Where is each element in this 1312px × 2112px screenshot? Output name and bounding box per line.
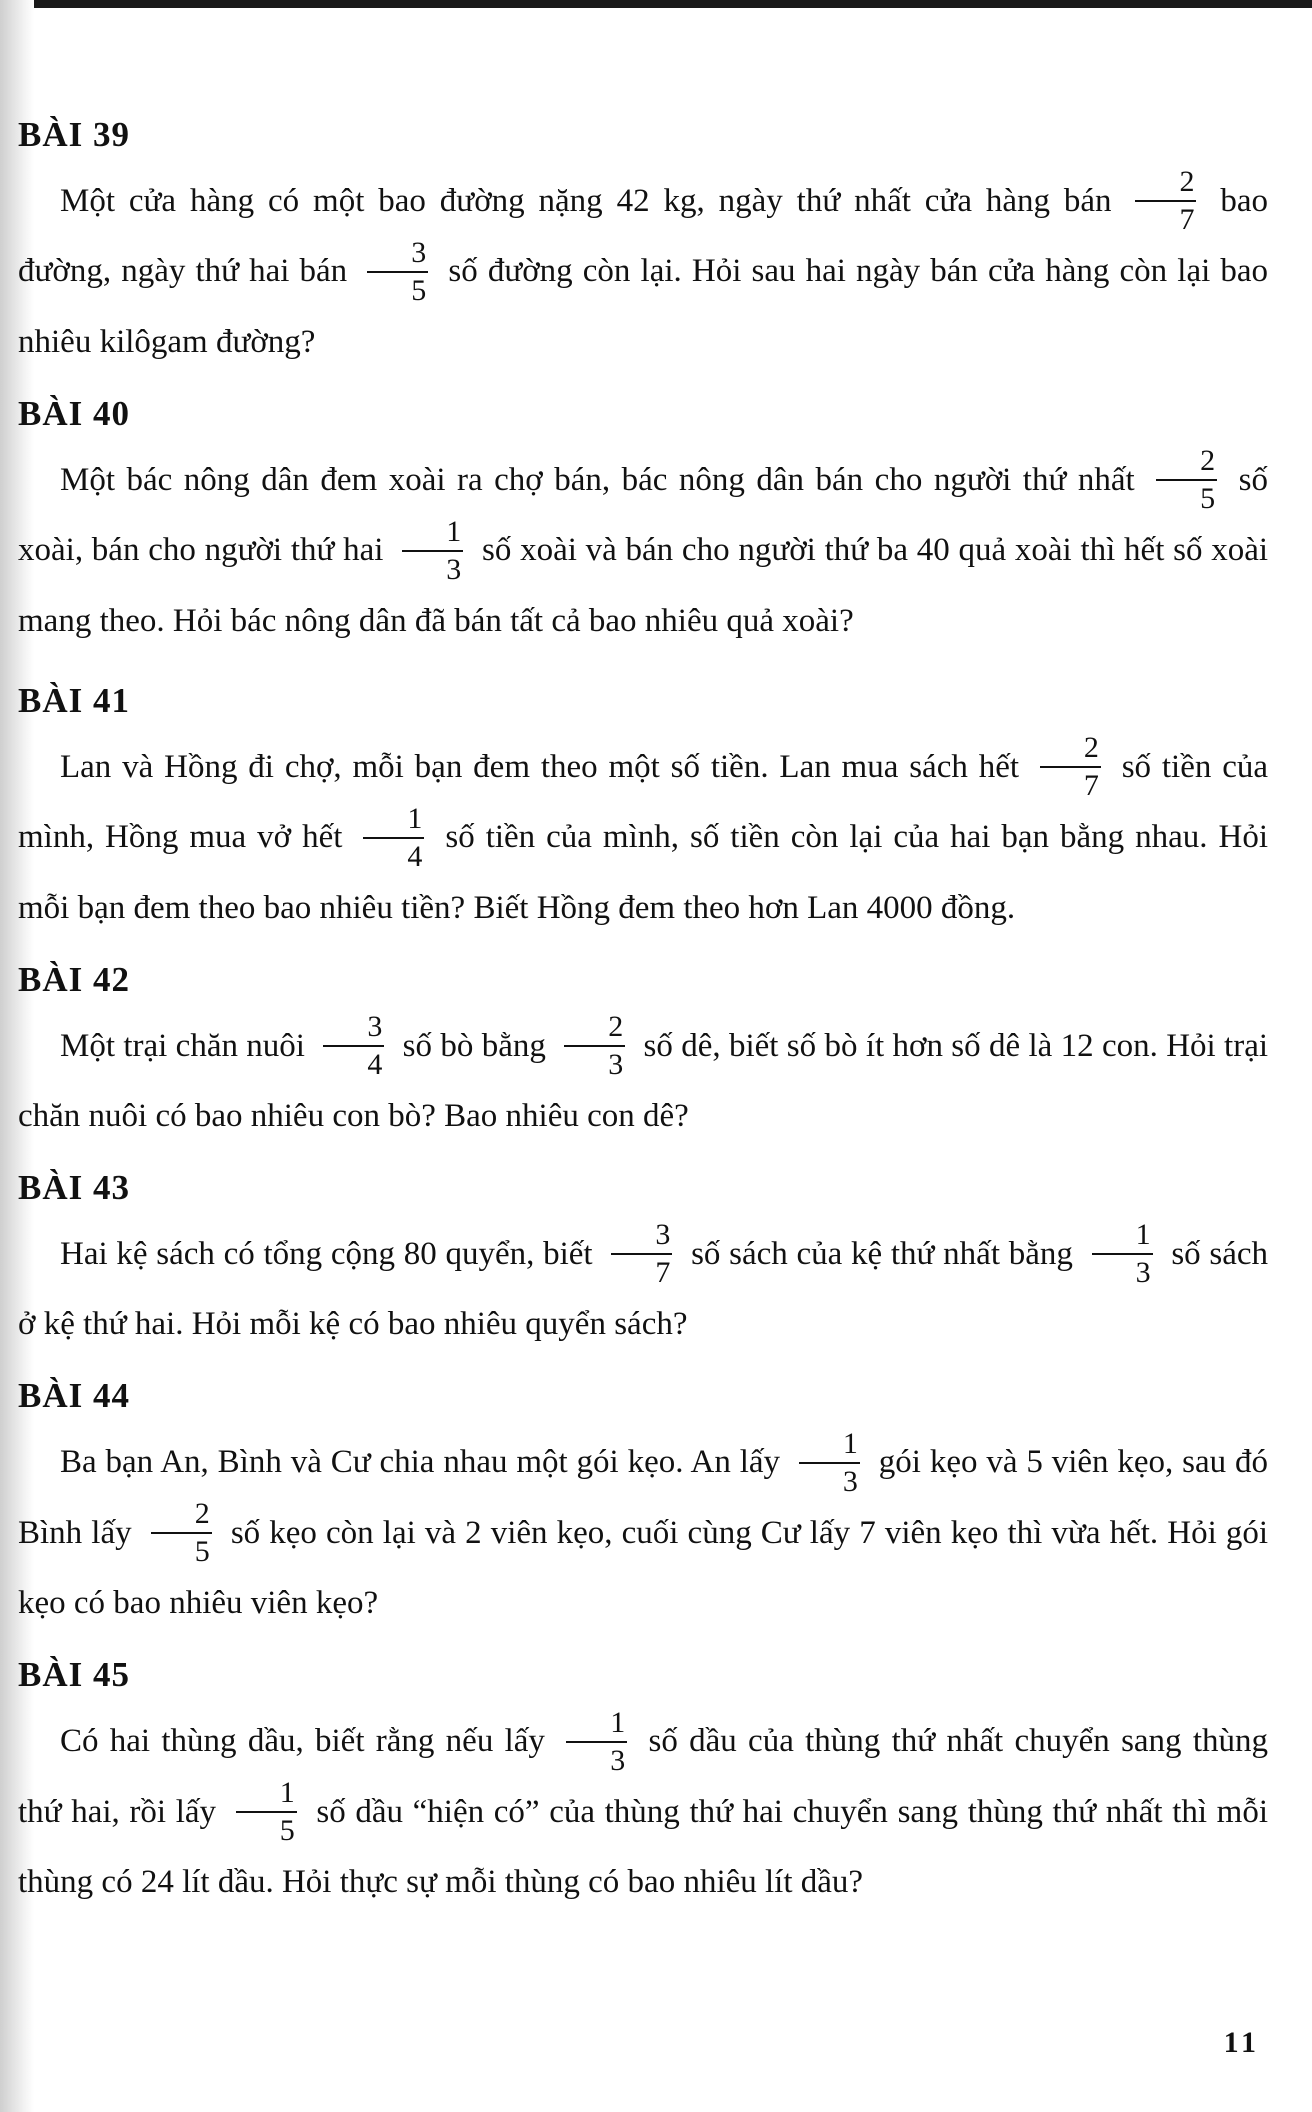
fraction [236, 1777, 297, 1847]
problem-text [18, 1705, 1269, 1915]
fraction [1156, 445, 1217, 515]
text-segment: số sách của kệ thứ nhất bằng [691, 1235, 1073, 1272]
fraction [363, 803, 424, 873]
text-segment: số kẹo còn lại và 2 viên kẹo, cuối cùng Cư lấy 7 viên kẹo thì vừa hết. Hỏi gói kẹo có bao nhiêu viên kẹo? [18, 1514, 1269, 1622]
fraction-denominator: 5 [194, 1535, 210, 1569]
fraction [799, 1428, 860, 1498]
text-segment: số dầu “hiện có” của thùng thứ hai chuyển sang thùng thứ nhất thì mỗi thùng có 24 lít dầu. Hỏi thực sự mỗi thùng có bao nhiêu lít dầu? [18, 1793, 1269, 1901]
problem-text [18, 1426, 1269, 1636]
fraction [611, 1219, 672, 1289]
text-segment: số dê, biết số bò ít hơn số dê là 12 con. Hỏi trại chăn nuôi có bao nhiêu con bò? Bao nhiêu con dê? [18, 1027, 1269, 1134]
text-segment: gói kẹo và 5 viên kẹo, sau đó Bình lấy [18, 1444, 1269, 1551]
fraction-numerator: 3 [367, 1009, 383, 1043]
problem-44 [18, 1373, 1268, 1636]
fraction-denominator: 4 [407, 839, 423, 873]
fraction-denominator: 7 [655, 1256, 671, 1290]
text-segment: số bò bằng [402, 1027, 546, 1064]
fraction-denominator: 3 [610, 1743, 626, 1777]
fraction-numerator: 3 [411, 235, 427, 269]
problem-title: BÀI 40 [18, 393, 130, 433]
problem-41 [18, 678, 1268, 941]
problem-title: BÀI 43 [18, 1167, 130, 1207]
problem-title: BÀI 41 [18, 680, 130, 720]
problem-title: BÀI 39 [18, 115, 130, 154]
text-segment: số đường còn lại. Hỏi sau hai ngày bán cửa hàng còn lại bao nhiêu kilôgam đường? [18, 253, 1269, 360]
fraction [323, 1011, 384, 1081]
fraction [1040, 732, 1101, 802]
fraction [367, 237, 428, 307]
page-number: 11 [1223, 2026, 1260, 2059]
text-segment: bao đường, ngày thứ hai bán [18, 183, 1268, 290]
fraction-denominator: 7 [1083, 769, 1099, 803]
page-top-edge [0, 0, 1312, 8]
text-segment: số xoài và bán cho người thứ ba 40 quả xoài thì hết số xoài mang theo. Hỏi bác nông dân đã bán tất cả bao nhiêu quả xoài? [18, 532, 1269, 639]
fraction-numerator: 1 [446, 514, 462, 548]
fraction-numerator: 1 [1135, 1218, 1151, 1252]
fraction-denominator: 3 [1135, 1256, 1151, 1290]
fraction-numerator: 1 [407, 801, 423, 835]
text-segment: Một trại chăn nuôi [60, 1027, 305, 1064]
problem-40 [18, 391, 1268, 654]
fraction-denominator: 7 [1179, 203, 1195, 237]
fraction-numerator: 2 [1083, 731, 1099, 765]
problem-45 [18, 1652, 1268, 1915]
fraction-numerator: 2 [608, 1009, 624, 1043]
text-segment: Một cửa hàng có một bao đường nặng 42 kg, ngày thứ nhất cửa hàng bán [60, 183, 1112, 219]
problem-39 [18, 112, 1268, 375]
fraction [566, 1707, 627, 1777]
problem-text [18, 165, 1269, 375]
problem-text [18, 1218, 1269, 1357]
fraction-numerator: 1 [842, 1426, 858, 1460]
text-segment: Ba bạn An, Bình và Cư chia nhau một gói kẹo. An lấy [60, 1444, 781, 1481]
problem-title: BÀI 44 [18, 1376, 130, 1416]
text-segment: Lan và Hồng đi chợ, mỗi bạn đem theo một số tiền. Lan mua sách hết [60, 748, 1020, 785]
fraction-numerator: 2 [1200, 444, 1216, 478]
fraction [151, 1498, 212, 1568]
problem-title: BÀI 42 [18, 959, 130, 999]
fraction-denominator: 3 [842, 1464, 858, 1498]
fraction-numerator: 1 [279, 1776, 295, 1810]
problem-title: BÀI 45 [18, 1655, 130, 1695]
problem-text [18, 731, 1269, 941]
text-segment: Một bác nông dân đem xoài ra chợ bán, bác nông dân bán cho người thứ nhất [60, 461, 1135, 498]
text-segment: số dầu của thùng thứ nhất chuyển sang thùng thứ hai, rồi lấy [18, 1723, 1269, 1830]
fraction-denominator: 3 [446, 552, 462, 586]
problem-43 [18, 1165, 1268, 1357]
text-segment: Có hai thùng dầu, biết rằng nếu lấy [60, 1723, 545, 1760]
problem-42 [18, 957, 1268, 1149]
text-segment: Hai kệ sách có tổng cộng 80 quyển, biết [60, 1235, 593, 1272]
fraction-numerator: 2 [194, 1497, 210, 1531]
text-segment: số sách ở kệ thứ hai. Hỏi mỗi kệ có bao nhiêu quyển sách? [18, 1235, 1269, 1343]
page-content [18, 112, 1268, 1915]
fraction-numerator: 2 [1179, 165, 1195, 199]
fraction-denominator: 3 [608, 1047, 624, 1081]
text-segment: số tiền của mình, số tiền còn lại của hai bạn bằng nhau. Hỏi mỗi bạn đem theo bao nhiêu tiền? Biết Hồng đem theo hơn Lan 4000 đồng. [18, 819, 1269, 926]
fraction [1092, 1219, 1153, 1289]
fraction-numerator: 3 [655, 1218, 671, 1252]
fraction-denominator: 5 [1200, 482, 1216, 516]
text-segment: số tiền của mình, Hồng mua vở hết [18, 748, 1269, 856]
fraction-numerator: 1 [610, 1705, 626, 1739]
fraction-denominator: 4 [367, 1047, 383, 1081]
fraction-denominator: 5 [411, 273, 427, 307]
problem-text [18, 1009, 1269, 1149]
fraction-denominator: 5 [279, 1814, 295, 1848]
text-segment: số xoài, bán cho người thứ hai [18, 461, 1269, 569]
fraction [564, 1011, 625, 1081]
problem-text [18, 444, 1269, 654]
fraction [1135, 166, 1196, 236]
fraction [402, 516, 463, 586]
